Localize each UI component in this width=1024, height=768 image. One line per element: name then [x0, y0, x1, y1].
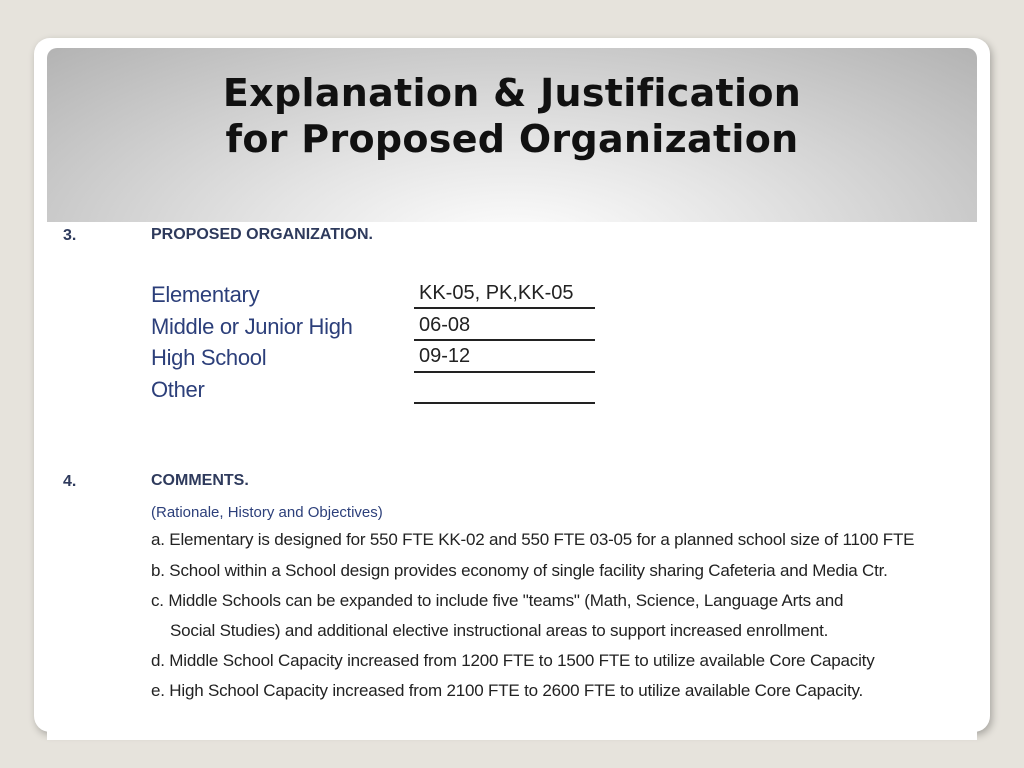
- section-4-number: 4.: [63, 473, 77, 490]
- org-underline: [414, 307, 595, 309]
- section-3-number: 3.: [63, 227, 77, 244]
- comment-line: d. Middle School Capacity increased from 1200 FTE to 1500 FTE to utilize available Core Capacity: [151, 651, 875, 670]
- comments-subheading: (Rationale, History and Objectives): [151, 504, 383, 521]
- comment-line: e. High School Capacity increased from 2100 FTE to 2600 FTE to utilize available Core Capacity.: [151, 681, 864, 700]
- org-underline: [414, 402, 595, 404]
- slide-title: [47, 70, 977, 162]
- org-underline: [414, 339, 595, 341]
- scanned-document: [47, 222, 977, 740]
- org-label-high: High School: [151, 345, 267, 370]
- org-value-elementary: KK-05, PK,KK-05: [419, 282, 574, 304]
- title-line-2: for Proposed Organization: [225, 117, 799, 161]
- comment-line: b. School within a School design provides economy of single facility sharing Cafeteria and Media Ctr.: [151, 561, 888, 580]
- comment-line: c. Middle Schools can be expanded to include five "teams" (Math, Science, Language Arts and: [151, 591, 844, 610]
- title-line-1: Explanation & Justification: [222, 71, 802, 115]
- org-value-middle: 06-08: [419, 314, 471, 336]
- section-3-heading: PROPOSED ORGANIZATION.: [151, 226, 373, 243]
- org-label-other: Other: [151, 377, 205, 402]
- org-underline: [414, 371, 595, 373]
- org-label-elementary: Elementary: [151, 282, 260, 307]
- comment-line: a. Elementary is designed for 550 FTE KK-02 and 550 FTE 03-05 for a planned school size of 1100 FTE: [151, 530, 915, 549]
- comment-line: Social Studies) and additional elective instructional areas to support increased enrollment.: [170, 621, 829, 640]
- section-4-heading: COMMENTS.: [151, 472, 249, 489]
- org-label-middle: Middle or Junior High: [151, 314, 353, 339]
- org-value-high: 09-12: [419, 345, 471, 367]
